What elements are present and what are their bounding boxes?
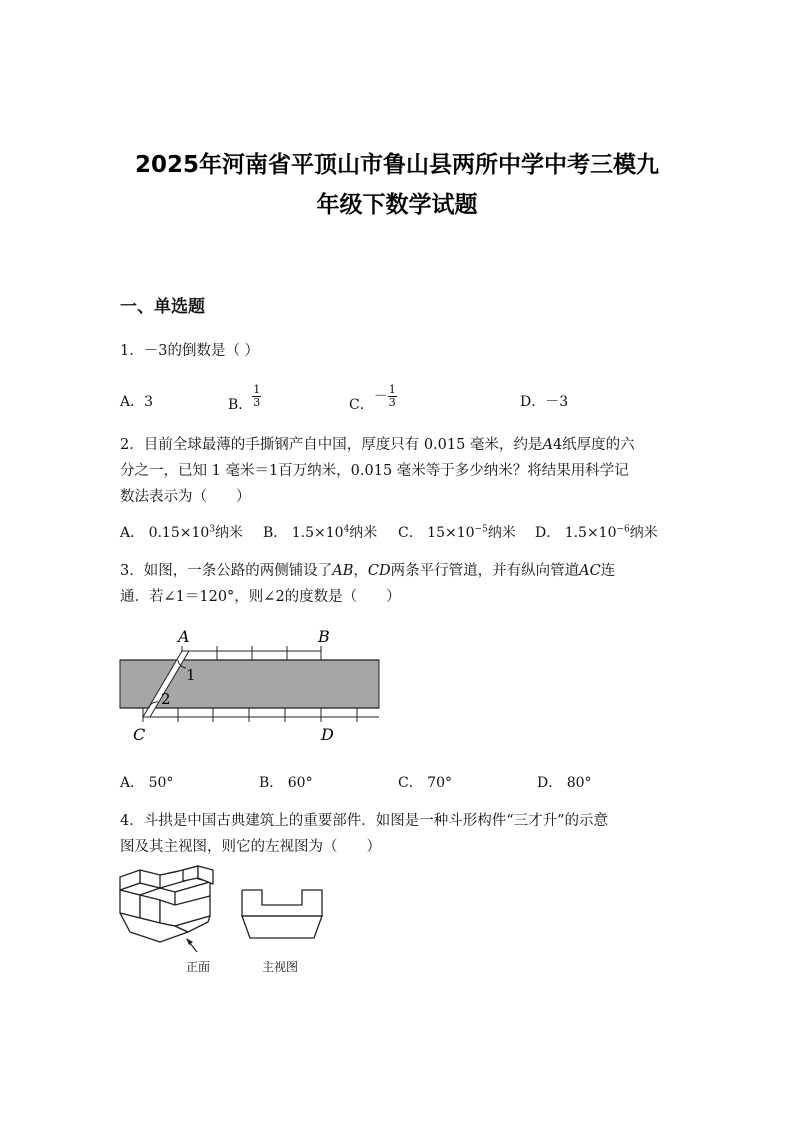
page-title-line1: 2025年河南省平顶山市鲁山县两所中学中考三模九 <box>134 152 659 178</box>
q1-option-b: B． $\frac{1}{3}$ <box>228 383 261 413</box>
q3-option-d: D． 80° <box>537 775 592 791</box>
q1-option-c: C．－ $\frac{1}{3}$ <box>349 383 396 413</box>
fraction: $\frac{1}{3}$ <box>253 383 261 409</box>
section-heading: 一、单选题 <box>120 297 205 317</box>
point-b-label: B <box>318 627 330 646</box>
question-3-line2: 通．若∠1＝120°，则∠2的度数是（ ） <box>120 589 401 605</box>
question-2-line3: 数法表示为（ ） <box>120 489 251 505</box>
q1-option-d: D．－3 <box>520 394 569 410</box>
q2-option-c: C． $15\times 10^{-5}$纳米 <box>398 524 516 541</box>
page-title-line2: 年级下数学试题 <box>316 192 478 218</box>
question-2-line1: 2．目前全球最薄的手撕钢产自中国，厚度只有 0.015 毫米，约是A4纸厚度的六 <box>120 437 635 453</box>
front-arrow-head <box>186 938 193 945</box>
question-2-line2: 分之一，已知 1 毫米＝1百万纳米，0.015 毫米等于多少纳米？将结果用科学记 <box>120 463 629 479</box>
question-4-line1: 4．斗拱是中国古典建筑上的重要部件．如图是一种斗形构件“三才升”的示意 <box>120 813 609 829</box>
dougong-3d-view <box>120 866 213 942</box>
q3-option-a: A． 50° <box>120 775 174 791</box>
angle-1-label: 1 <box>186 666 196 684</box>
question-1-stem: 1．－3的倒数是（ ） <box>120 343 260 359</box>
point-d-label: D <box>321 725 334 744</box>
q2-option-d: D． $1.5\times 10^{-6}$纳米 <box>535 524 658 541</box>
caption-front: 正面 <box>186 960 211 974</box>
q3-option-b: B． 60° <box>259 775 313 791</box>
q2-option-b: B． $1.5\times 10^4$纳米 <box>263 524 378 541</box>
angle-2-label: 2 <box>161 690 171 708</box>
main-view-drawing <box>242 890 322 938</box>
fraction: $\frac{1}{3}$ <box>388 383 396 409</box>
q1-option-a: A．3 <box>120 394 154 410</box>
question-4-line2: 图及其主视图，则它的左视图为（ ） <box>120 839 381 855</box>
point-c-label: C <box>133 725 146 744</box>
caption-main-view: 主视图 <box>262 960 299 974</box>
q2-option-a: A． $0.15\times 10^3$纳米 <box>120 524 244 541</box>
point-a-label: A <box>178 627 190 646</box>
question-3-line1: 3．如图，一条公路的两侧铺设了AB，CD两条平行管道，并有纵向管道AC连 <box>120 563 616 579</box>
q3-option-c: C． 70° <box>398 775 452 791</box>
